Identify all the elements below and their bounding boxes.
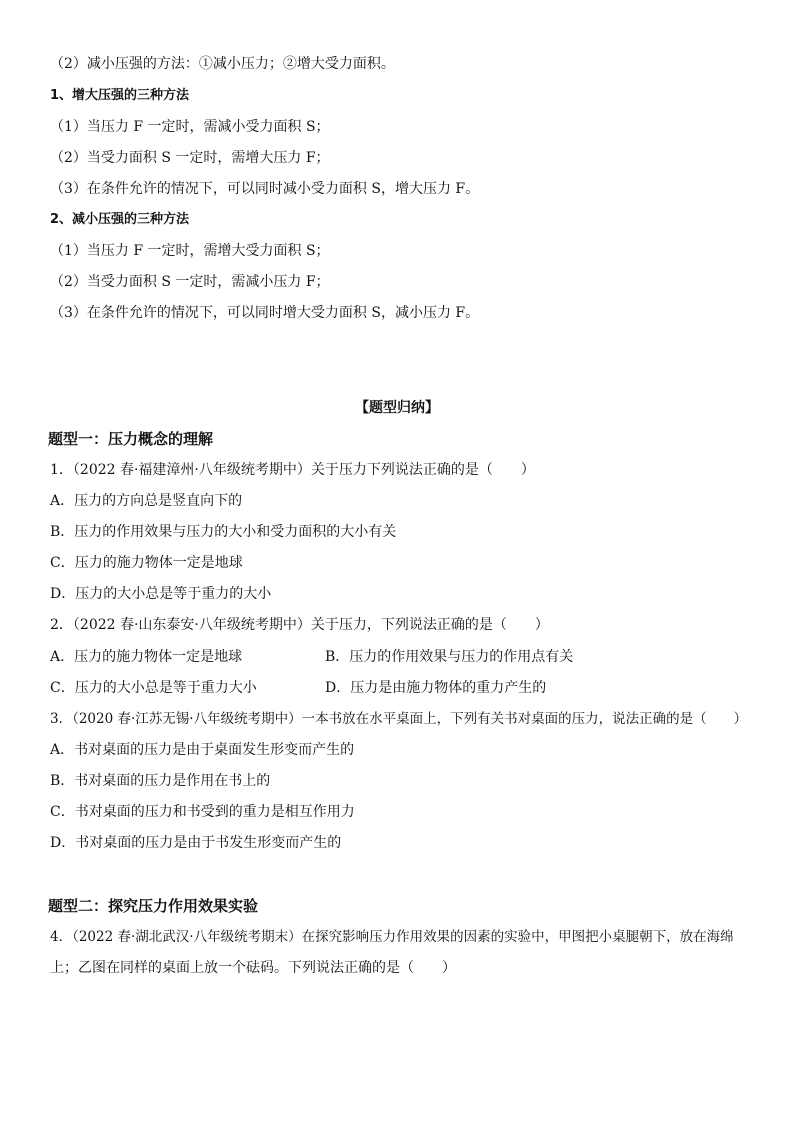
intro-line: （2）减小压强的方法：①减小压力；②增大受力面积。: [50, 56, 395, 72]
option-a: A．压力的方向总是竖直向下的: [50, 493, 243, 509]
summary-title: 【题型归纳】: [355, 400, 439, 416]
option-d: D．书对桌面的压力是由于书发生形变而产生的: [50, 835, 342, 851]
list-item: （2）当受力面积 S 一定时，需减小压力 F；: [50, 274, 330, 290]
option-d: D．压力是由施力物体的重力产生的: [325, 680, 547, 696]
option-d: D．压力的大小总是等于重力的大小: [50, 586, 272, 602]
option-b: B．书对桌面的压力是作用在书上的: [50, 773, 271, 789]
option-c: C．压力的大小总是等于重力大小: [50, 680, 257, 696]
list-item: （2）当受力面积 S 一定时，需增大压力 F；: [50, 150, 330, 166]
section-title: 1、增大压强的三种方法: [50, 88, 190, 103]
list-item: （3）在条件允许的情况下，可以同时增大受力面积 S，减小压力 F。: [50, 305, 480, 321]
list-item: （1）当压力 F 一定时，需减小受力面积 S；: [50, 119, 330, 135]
list-item: （3）在条件允许的情况下，可以同时减小受力面积 S，增大压力 F。: [50, 181, 480, 197]
section-title: 2、减小压强的三种方法: [50, 212, 190, 227]
question-stem-continued: 上；乙图在同样的桌面上放一个砝码。下列说法正确的是（ ）: [50, 960, 456, 976]
question-stem: 2．（2022 春·山东泰安·八年级统考期中）关于压力，下列说法正确的是（ ）: [50, 617, 549, 633]
option-c: C．书对桌面的压力和书受到的重力是相互作用力: [50, 804, 355, 820]
option-b: B．压力的作用效果与压力的大小和受力面积的大小有关: [50, 524, 397, 540]
question-stem: 4．（2022 春·湖北武汉·八年级统考期末）在探究影响压力作用效果的因素的实验中，甲图把小桌腿朝下，放在海绵: [50, 929, 734, 945]
option-b: B．压力的作用效果与压力的作用点有关: [325, 649, 574, 665]
option-a: A．压力的施力物体一定是地球: [50, 649, 243, 665]
option-a: A．书对桌面的压力是由于桌面发生形变而产生的: [50, 742, 355, 758]
question-stem: 1．（2022 春·福建漳州·八年级统考期中）关于压力下列说法正确的是（ ）: [50, 462, 535, 478]
type-title: 题型二：探究压力作用效果实验: [48, 897, 259, 915]
question-stem: 3．（2020 春·江苏无锡·八年级统考期中）一本书放在水平桌面上，下列有关书对桌面的压力，说法正确的是（ ）: [50, 711, 748, 727]
option-c: C．压力的施力物体一定是地球: [50, 555, 243, 571]
list-item: （1）当压力 F 一定时，需增大受力面积 S；: [50, 243, 330, 259]
type-title: 题型一：压力概念的理解: [48, 430, 214, 448]
